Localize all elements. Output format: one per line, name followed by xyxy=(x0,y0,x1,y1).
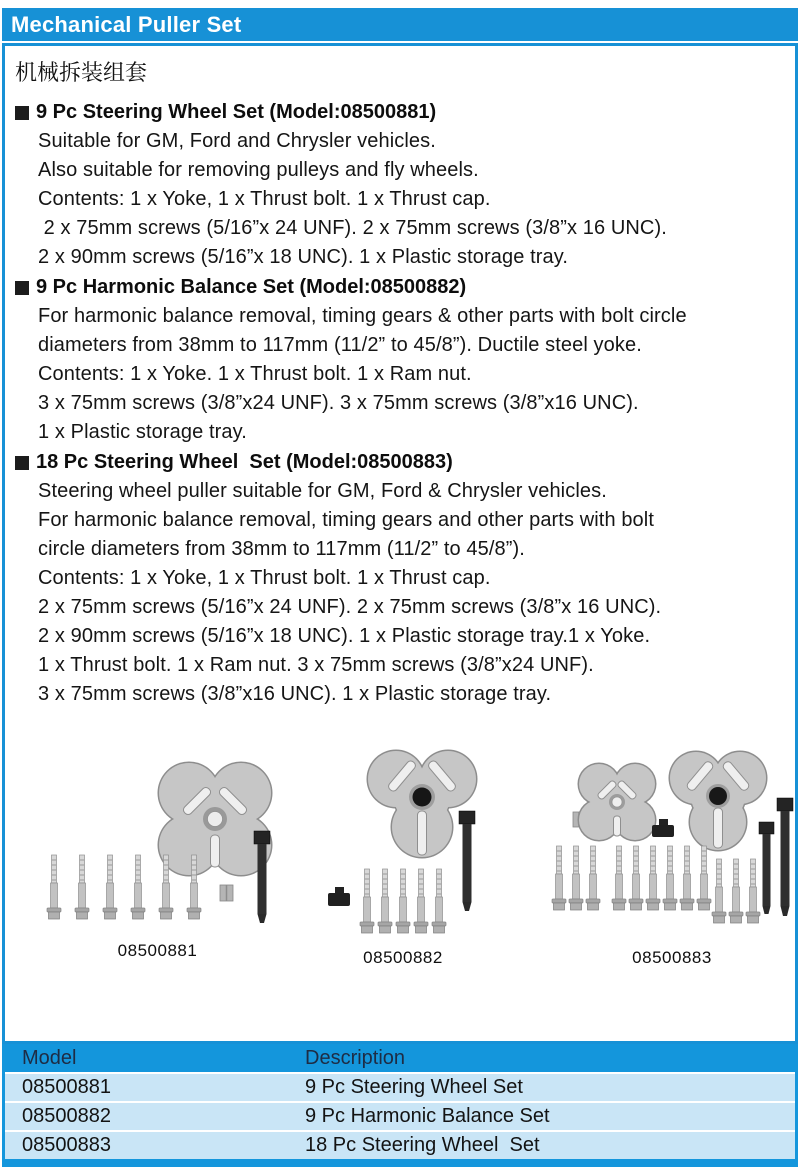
table-row xyxy=(5,1101,795,1130)
product-section-08500881 xyxy=(15,98,785,272)
ram-nut-icon xyxy=(328,887,350,906)
product-figure-3 xyxy=(548,744,796,968)
section-line: 3 x 75mm screws (3/8”x24 UNF). 3 x 75mm screws (3/8”x16 UNC). xyxy=(38,392,639,414)
section-line: Suitable for GM, Ford and Chrysler vehicles. xyxy=(38,130,436,152)
section-heading-text: 9 Pc Steering Wheel Set (Model:08500881) xyxy=(36,101,437,123)
table-row xyxy=(5,1130,795,1159)
section-line: Contents: 1 x Yoke, 1 x Thrust bolt. 1 x Thrust cap. xyxy=(38,188,491,210)
product-section-08500883 xyxy=(15,448,785,709)
product-label: 08500882 xyxy=(363,948,443,967)
section-line: 2 x 75mm screws (5/16”x 24 UNF). 2 x 75mm screws (3/8”x 16 UNC). xyxy=(38,217,667,239)
section-line: 1 x Plastic storage tray. xyxy=(38,421,247,443)
section-line: 1 x Thrust bolt. 1 x Ram nut. 3 x 75mm screws (3/8”x24 UNF). xyxy=(38,654,594,676)
page-title-bar xyxy=(2,8,798,41)
section-line: Steering wheel puller suitable for GM, Ford & Chrysler vehicles. xyxy=(38,480,607,502)
section-heading-text: 18 Pc Steering Wheel Set (Model:08500883) xyxy=(36,451,453,473)
product-illustrations xyxy=(15,741,785,979)
column-header-model: Model xyxy=(22,1046,77,1069)
section-heading xyxy=(15,448,785,477)
table-row xyxy=(5,1072,795,1101)
cell-model: 08500882 xyxy=(22,1105,111,1127)
yoke-icon xyxy=(158,762,273,877)
thrust-cap-icon xyxy=(220,885,233,901)
section-line: 2 x 90mm screws (5/16”x 18 UNC). 1 x Plastic storage tray. xyxy=(38,246,569,268)
thrust-bolt-icon xyxy=(777,798,793,916)
section-line: 3 x 75mm screws (3/8”x16 UNC). 1 x Plastic storage tray. xyxy=(38,683,552,705)
thrust-bolt-icon xyxy=(459,811,475,911)
yoke-icon xyxy=(669,751,768,852)
cell-model: 08500881 xyxy=(22,1076,111,1098)
puller-kit-illustration xyxy=(548,744,796,939)
product-label: 08500883 xyxy=(632,948,712,967)
black-square-icon xyxy=(15,106,29,120)
column-header-description: Description xyxy=(305,1046,406,1069)
section-line: Contents: 1 x Yoke. 1 x Thrust bolt. 1 x Ram nut. xyxy=(38,363,472,385)
section-line: For harmonic balance removal, timing gears and other parts with bolt xyxy=(38,509,654,531)
cell-description: 9 Pc Steering Wheel Set xyxy=(305,1076,523,1098)
puller-kit-illustration xyxy=(318,743,488,939)
section-line: Also suitable for removing pulleys and fly wheels. xyxy=(38,159,479,181)
puller-kit-illustration xyxy=(40,757,275,932)
yoke-icon xyxy=(578,763,657,842)
section-line: circle diameters from 38mm to 117mm (11/2” to 45/8”). xyxy=(38,538,525,560)
screws-icon xyxy=(712,859,760,923)
section-line: diameters from 38mm to 117mm (11/2” to 45/8”). Ductile steel yoke. xyxy=(38,334,642,356)
section-line: For harmonic balance removal, timing gears & other parts with bolt circle xyxy=(38,305,687,327)
black-square-icon xyxy=(15,456,29,470)
product-figure-1 xyxy=(40,757,275,961)
cell-description: 18 Pc Steering Wheel Set xyxy=(305,1134,540,1156)
section-line: 2 x 75mm screws (5/16”x 24 UNF). 2 x 75mm screws (3/8”x 16 UNC). xyxy=(38,596,662,618)
section-heading-text: 9 Pc Harmonic Balance Set (Model:08500882) xyxy=(36,276,467,298)
screws-icon xyxy=(360,869,446,933)
spec-table xyxy=(2,1044,798,1159)
screws-icon xyxy=(552,846,711,910)
product-section-08500882 xyxy=(15,273,785,447)
page-title: Mechanical Puller Set xyxy=(11,11,242,37)
chinese-subtitle: 机械拆装组套 xyxy=(15,60,148,85)
section-line: 2 x 90mm screws (5/16”x 18 UNC). 1 x Plastic storage tray.1 x Yoke. xyxy=(38,625,651,647)
product-figure-2 xyxy=(318,743,488,968)
thrust-bolt-icon xyxy=(759,822,774,914)
product-label: 08500881 xyxy=(117,941,198,960)
table-header-row xyxy=(5,1044,795,1072)
content-panel xyxy=(2,43,798,1044)
bottom-accent-bar xyxy=(2,1159,798,1167)
cell-model: 08500883 xyxy=(22,1134,111,1156)
section-heading xyxy=(15,273,785,302)
section-line: Contents: 1 x Yoke, 1 x Thrust bolt. 1 x Thrust cap. xyxy=(38,567,491,589)
section-heading xyxy=(15,98,785,127)
cell-description: 9 Pc Harmonic Balance Set xyxy=(305,1105,550,1127)
black-square-icon xyxy=(15,281,29,295)
yoke-icon xyxy=(367,750,478,859)
